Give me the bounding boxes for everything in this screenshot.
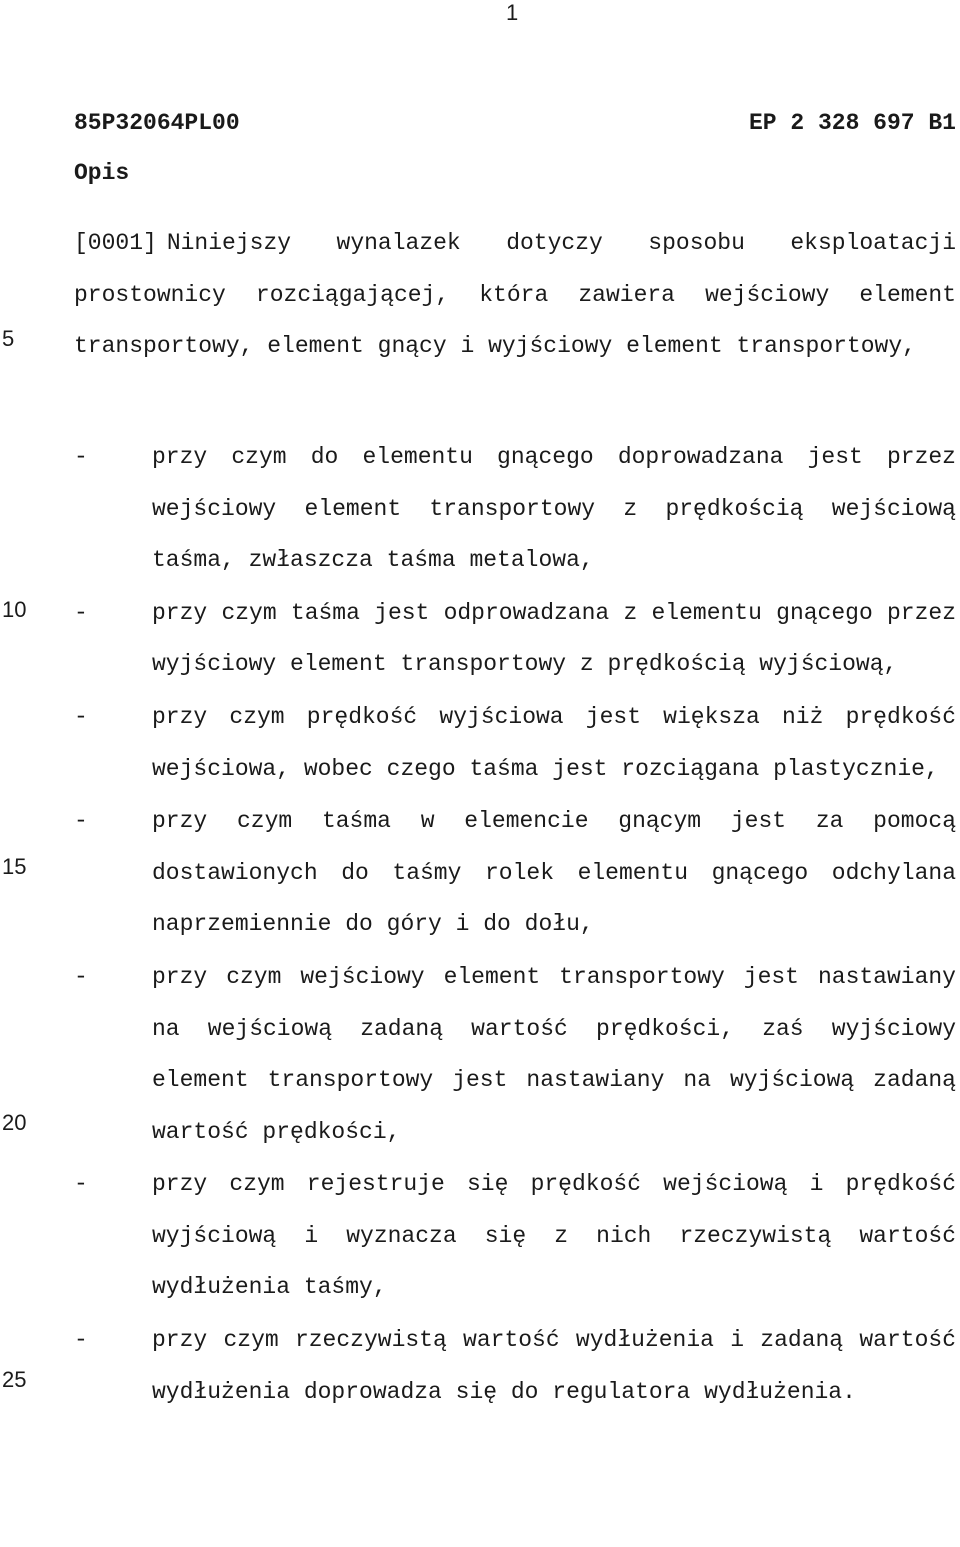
line-number-5: 5 (2, 326, 15, 351)
list-item (74, 1159, 956, 1314)
list-bullet: - (74, 444, 88, 470)
list-bullet: - (74, 599, 88, 626)
section-title: Opis (74, 160, 130, 186)
list-item-text: przy czym taśma jest odprowadzana z elementu gnącego przez wyjściowy element transportowy z prędkością wyjściową, (152, 599, 956, 678)
doc-code: 85P32064PL00 (74, 110, 240, 136)
feature-list (74, 432, 956, 1420)
line-number-15: 15 (2, 854, 27, 879)
line-number-25: 25 (2, 1367, 27, 1392)
list-item-text: przy czym taśma w elemencie gnącym jest za pomocą dostawionych do taśmy rolek elementu gnącego odchylana naprzemiennie do góry i do dołu, (152, 808, 956, 938)
list-item-text: przy czym prędkość wyjściowa jest większa niż prędkość wejściowa, wobec czego taśma jest rozciągana plastycznie, (152, 704, 956, 782)
line-number-20: 20 (2, 1110, 27, 1135)
list-item (74, 588, 956, 691)
patent-number: EP 2 328 697 B1 (748, 110, 956, 136)
list-item (74, 432, 956, 587)
list-bullet: - (74, 704, 88, 731)
list-bullet: - (74, 808, 88, 835)
paragraph-tag: [0001] (74, 230, 157, 256)
list-item-text: przy czym rzeczywistą wartość wydłużenia i zadaną wartość wydłużenia doprowadza się do regulatora wydłużenia. (152, 1327, 956, 1405)
paragraph-0001 (74, 218, 956, 373)
line-number-10: 10 (2, 597, 27, 622)
list-bullet: - (74, 1327, 88, 1354)
list-item (74, 1315, 956, 1418)
list-bullet: - (74, 1171, 88, 1198)
list-item-text: przy czym rejestruje się prędkość wejściową i prędkość wyjściową i wyznacza się z nich rzeczywistą wartość wydłużenia taśmy, (152, 1171, 956, 1301)
page-number: 1 (506, 0, 519, 25)
list-item (74, 692, 956, 795)
list-bullet: - (74, 964, 88, 991)
list-item-text: przy czym do elementu gnącego doprowadzana jest przez wejściowy element transportowy z prędkością wejściową taśma, zwłaszcza taśma metalowa, (152, 444, 956, 573)
list-item-text: przy czym wejściowy element transportowy jest nastawiany na wejściową zadaną wartość prędkości, zaś wyjściowy element transportowy jest nastawiany na wyjściową zadaną wartość prędkości, (152, 964, 956, 1145)
list-item (74, 952, 956, 1158)
paragraph-text: Niniejszy wynalazek dotyczy sposobu eksploatacji prostownicy rozciągającej, która zawiera wejściowy element transportowy, element gnący i wyjściowy element transportowy, (74, 230, 956, 359)
list-item (74, 796, 956, 951)
